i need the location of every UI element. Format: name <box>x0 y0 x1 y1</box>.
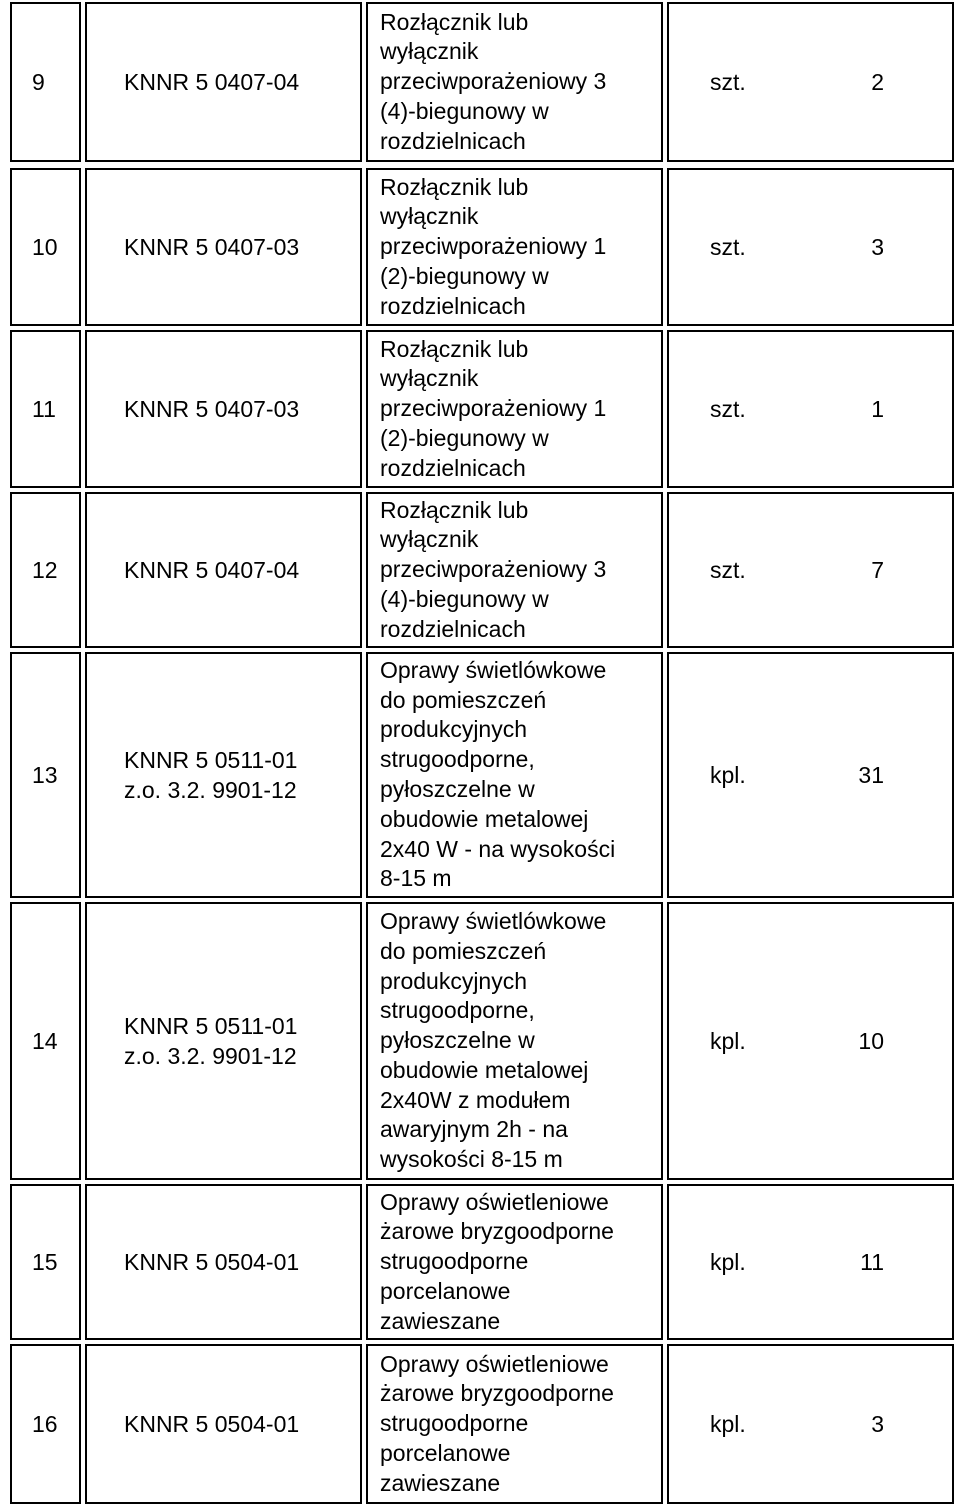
unit-label: kpl. <box>710 1027 746 1054</box>
description-line: zawieszane <box>380 1469 501 1496</box>
quantity-value: 7 <box>871 556 884 583</box>
catalog-code-line: KNNR 5 0407-04 <box>124 557 300 583</box>
item-number: 11 <box>32 395 56 422</box>
item-number-cell <box>10 2 81 162</box>
description-cell <box>366 1184 663 1340</box>
catalog-code-cell <box>85 492 362 648</box>
item-number-cell <box>10 1184 81 1340</box>
item-number: 16 <box>32 1410 58 1437</box>
description-line: rozdzielnicach <box>380 454 526 481</box>
description-line: zawieszane <box>380 1307 501 1334</box>
description-line: Oprawy oświetleniowe <box>380 1350 609 1377</box>
description-line: strugoodporne, <box>380 746 535 773</box>
description-line: porcelanowe <box>380 1277 511 1304</box>
catalog-code-line: KNNR 5 0511-01 <box>124 1013 298 1039</box>
description-line: Rozłącznik lub <box>380 173 529 200</box>
description-line: (4)-biegunowy w <box>380 585 549 612</box>
table-row <box>0 1344 960 1504</box>
description-line: strugoodporne <box>380 1410 529 1437</box>
description-line: przeciwporażeniowy 3 <box>380 556 607 583</box>
unit-label: szt. <box>710 68 746 95</box>
catalog-code-line: KNNR 5 0407-04 <box>124 69 300 95</box>
description-line: 8-15 m <box>380 865 452 892</box>
description-line: Oprawy oświetleniowe <box>380 1188 609 1215</box>
item-number: 15 <box>32 1248 58 1275</box>
description-line: 2x40 W - na wysokości <box>380 835 616 862</box>
quantity-value: 3 <box>871 233 884 260</box>
description-line: wyłącznik <box>380 203 479 230</box>
description-line: żarowe bryzgoodporne <box>380 1218 614 1245</box>
description-line: strugoodporne, <box>380 997 535 1024</box>
table-row <box>0 330 960 488</box>
description-line: porcelanowe <box>380 1439 511 1466</box>
description-line: produkcyjnych <box>380 716 528 743</box>
item-number-cell <box>10 1344 81 1504</box>
quantity-cell <box>667 1344 954 1504</box>
description-line: żarowe bryzgoodporne <box>380 1380 614 1407</box>
description-cell <box>366 1344 663 1504</box>
catalog-code-cell <box>85 1184 362 1340</box>
description-cell <box>366 2 663 162</box>
item-number-cell <box>10 330 81 488</box>
description-line: awaryjnym 2h - na <box>380 1116 568 1143</box>
quantity-cell <box>667 1184 954 1340</box>
description-line: Oprawy świetlówkowe <box>380 656 607 683</box>
unit-label: szt. <box>710 556 746 583</box>
item-number: 14 <box>32 1027 58 1054</box>
description-line: (4)-biegunowy w <box>380 97 549 124</box>
item-number-cell <box>10 168 81 326</box>
description-cell <box>366 492 663 648</box>
description-line: pyłoszczelne w <box>380 1027 535 1054</box>
quantity-value: 3 <box>871 1410 884 1437</box>
description-line: Oprawy świetlówkowe <box>380 907 607 934</box>
catalog-code-cell <box>85 2 362 162</box>
description-cell <box>366 652 663 898</box>
catalog-code-cell <box>85 168 362 326</box>
item-number-cell <box>10 652 81 898</box>
catalog-code-line: z.o. 3.2. 9901-12 <box>124 777 297 803</box>
catalog-code-cell <box>85 330 362 488</box>
catalog-code-line: z.o. 3.2. 9901-12 <box>124 1043 297 1069</box>
unit-label: szt. <box>710 395 746 422</box>
description-line: obudowie metalowej <box>380 1056 589 1083</box>
description-line: Rozłącznik lub <box>380 335 529 362</box>
catalog-code-line: KNNR 5 0407-03 <box>124 234 300 260</box>
description-line: przeciwporażeniowy 1 <box>380 395 607 422</box>
description-line: strugoodporne <box>380 1248 529 1275</box>
catalog-code-line: KNNR 5 0504-01 <box>124 1249 300 1275</box>
quantity-cell <box>667 2 954 162</box>
quantity-value: 11 <box>860 1248 884 1275</box>
quantity-cell <box>667 902 954 1180</box>
quantity-value: 31 <box>858 761 884 788</box>
quantity-value: 10 <box>858 1027 884 1054</box>
description-cell <box>366 168 663 326</box>
item-number: 10 <box>32 233 58 260</box>
description-line: produkcyjnych <box>380 967 528 994</box>
description-line: (2)-biegunowy w <box>380 424 549 451</box>
table-row <box>0 902 960 1180</box>
quantity-value: 2 <box>871 68 884 95</box>
description-line: 2x40W z modułem <box>380 1086 571 1113</box>
description-line: obudowie metalowej <box>380 805 589 832</box>
quantity-cell <box>667 652 954 898</box>
description-line: rozdzielnicach <box>380 292 526 319</box>
description-line: wysokości 8-15 m <box>380 1146 563 1173</box>
description-line: Rozłącznik lub <box>380 8 529 35</box>
item-number: 9 <box>32 68 45 95</box>
unit-label: kpl. <box>710 1248 746 1275</box>
item-number: 13 <box>32 761 58 788</box>
unit-label: kpl. <box>710 761 746 788</box>
description-line: Rozłącznik lub <box>380 496 529 523</box>
catalog-code-cell <box>85 902 362 1180</box>
table-row <box>0 492 960 648</box>
unit-label: szt. <box>710 233 746 260</box>
description-line: przeciwporażeniowy 1 <box>380 233 607 260</box>
table-row <box>0 2 960 162</box>
catalog-code-cell <box>85 652 362 898</box>
quantity-cell <box>667 492 954 648</box>
description-line: wyłącznik <box>380 365 479 392</box>
description-line: do pomieszczeń <box>380 686 547 713</box>
quantity-cell <box>667 330 954 488</box>
catalog-code-line: KNNR 5 0511-01 <box>124 747 298 773</box>
unit-label: kpl. <box>710 1410 746 1437</box>
description-line: rozdzielnicach <box>380 615 526 642</box>
item-number: 12 <box>32 556 58 583</box>
description-line: wyłącznik <box>380 38 479 65</box>
description-line: pyłoszczelne w <box>380 776 535 802</box>
table-row <box>0 168 960 326</box>
description-line: przeciwporażeniowy 3 <box>380 68 607 95</box>
catalog-code-line: KNNR 5 0504-01 <box>124 1411 300 1437</box>
description-cell <box>366 902 663 1180</box>
catalog-code-line: KNNR 5 0407-03 <box>124 396 300 422</box>
description-cell <box>366 330 663 488</box>
item-number-cell <box>10 902 81 1180</box>
quantity-value: 1 <box>871 395 884 422</box>
table-row <box>0 1184 960 1340</box>
table-row <box>0 652 960 898</box>
quantity-cell <box>667 168 954 326</box>
item-number-cell <box>10 492 81 648</box>
description-line: (2)-biegunowy w <box>380 262 549 289</box>
description-line: rozdzielnicach <box>380 127 526 154</box>
description-line: do pomieszczeń <box>380 937 547 964</box>
description-line: wyłącznik <box>380 526 479 553</box>
catalog-code-cell <box>85 1344 362 1504</box>
